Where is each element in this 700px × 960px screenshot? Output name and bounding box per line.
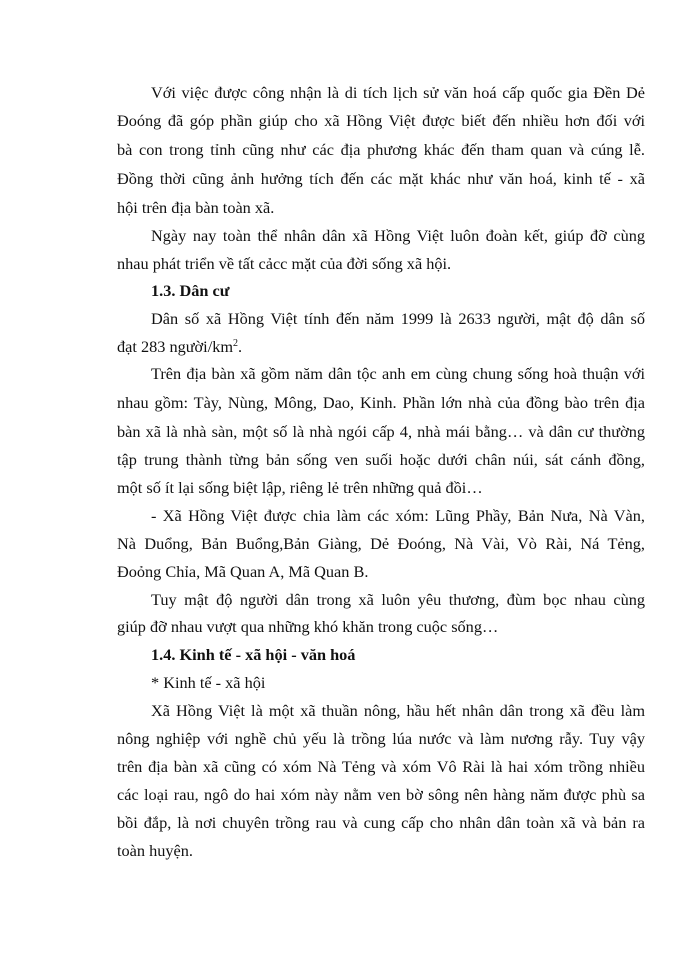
- paragraph-line: Đoỏng Chỉa, Mã Quan A, Mã Quan B.: [117, 562, 369, 581]
- paragraph-line: bàn xã là nhà sàn, một số là nhà ngói cấp 4, nhà mái bằng… và dân cư thường: [117, 422, 645, 441]
- period: .: [238, 337, 243, 356]
- paragraph-line: Xã Hồng Việt là một xã thuần nông, hầu hết nhân dân trong xã đều làm: [151, 701, 645, 720]
- paragraph-line: bà con trong tỉnh cũng như các địa phương khác đến tham quan và cúng lễ.: [117, 140, 645, 159]
- section-heading: 1.3. Dân cư: [151, 281, 230, 300]
- paragraph-line: giúp đỡ nhau vượt qua những khó khăn trong cuộc sống…: [117, 617, 499, 636]
- paragraph-line: Ngày nay toàn thể nhân dân xã Hồng Việt luôn đoàn kết, giúp đỡ cùng: [151, 226, 645, 245]
- paragraph-line: - Xã Hồng Việt được chia làm các xóm: Lũng Phầy, Bản Nưa, Nà Vàn,: [151, 506, 645, 525]
- paragraph-line: nhau gồm: Tày, Nùng, Mông, Dao, Kinh. Phần lớn nhà của đồng bào trên địa: [117, 393, 645, 412]
- paragraph-line: nông nghiệp với nghề chủ yếu là trồng lúa nước và làm nương rẫy. Tuy vậy: [117, 729, 645, 748]
- paragraph-line: Trên địa bàn xã gồm năm dân tộc anh em cùng chung sống hoà thuận với: [151, 364, 645, 383]
- paragraph-line: Đoóng đã góp phần giúp cho xã Hồng Việt được biết đến nhiều hơn đối với: [117, 111, 645, 130]
- paragraph-line: Đồng thời cũng ảnh hưởng tích đến các mặt khác như văn hoá, kinh tế - xã: [117, 169, 645, 188]
- paragraph-line: Nà Duổng, Bản Buổng,Bản Giàng, Dẻ Đoóng, Nà Vài, Vò Rài, Ná Tẻng,: [117, 534, 645, 553]
- section-heading: 1.4. Kinh tế - xã hội - văn hoá: [151, 645, 356, 664]
- paragraph-line: tập trung thành từng bản sống ven suối hoặc dưới chân núi, sát cánh đồng,: [117, 450, 645, 469]
- paragraph-line: nhau phát triển về tất cảcc mặt của đời sống xã hội.: [117, 254, 452, 273]
- paragraph-line: [117, 337, 645, 357]
- paragraph-line: hội trên địa bàn toàn xã.: [117, 198, 275, 217]
- paragraph-line: bồi đắp, là nơi chuyên trồng rau và cung cấp cho nhân dân toàn xã và bản ra: [117, 813, 645, 832]
- density-text: đạt 283 người/km: [117, 337, 234, 356]
- paragraph-line: toàn huyện.: [117, 841, 193, 860]
- paragraph-line: Với việc được công nhận là di tích lịch sử văn hoá cấp quốc gia Đền Dẻ: [151, 83, 645, 102]
- paragraph-line: một số ít lại sống biệt lập, riêng lẻ trên những quả đồi…: [117, 478, 483, 497]
- paragraph-line: Tuy mật độ người dân trong xã luôn yêu thương, đùm bọc nhau cùng: [151, 590, 645, 609]
- paragraph-line: trên địa bàn xã cũng có xóm Nà Tẻng và xóm Vô Rài là hai xóm trồng nhiều: [117, 757, 645, 776]
- subsection-heading: * Kinh tế - xã hội: [151, 673, 266, 692]
- paragraph-line: các loại rau, ngô do hai xóm này nằm ven bờ sông nên hàng năm được phù sa: [117, 785, 645, 804]
- paragraph-line: Dân số xã Hồng Việt tính đến năm 1999 là 2633 người, mật độ dân số: [151, 309, 645, 328]
- superscript: 2: [233, 338, 239, 349]
